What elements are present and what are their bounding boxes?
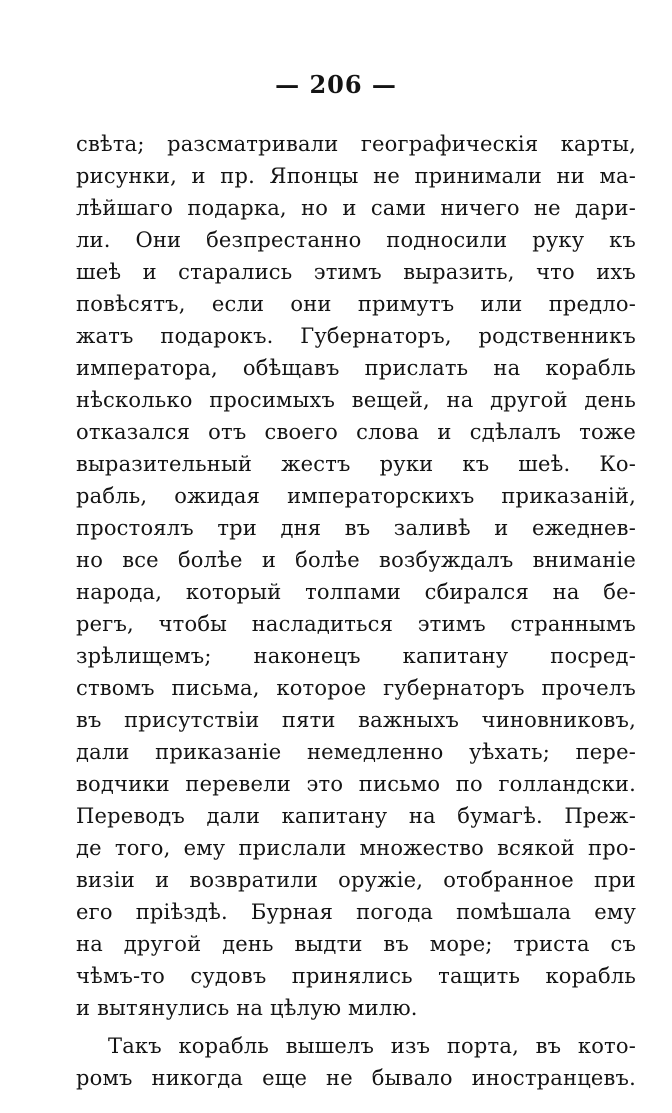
text-line: лѣйшаго подарка, но и сами ничего не дари- — [76, 196, 636, 220]
page-number: — 206 — — [275, 70, 397, 99]
text-line: ствомъ письма, которое губернаторъ прочелъ — [76, 676, 636, 700]
text-line: рабль, ожидая императорскихъ приказаній, — [76, 484, 636, 508]
text-line: отказался отъ своего слова и сдѣлалъ тоже — [76, 420, 636, 444]
text-line: водчики перевели это письмо по голландски. — [76, 772, 636, 796]
text-line: но все болѣе и болѣе возбуждалъ вниманіе — [76, 548, 636, 572]
text-line: жатъ подарокъ. Губернаторъ, родственникъ — [76, 324, 636, 348]
paragraph-2 — [76, 1030, 636, 1094]
text-line: выразительный жестъ руки къ шеѣ. Ко- — [76, 452, 636, 476]
text-line: рисунки, и пр. Японцы не принимали ни ма- — [76, 164, 636, 188]
text-line: регъ, чтобы насладиться этимъ страннымъ — [76, 612, 636, 636]
paragraph-1 — [76, 128, 636, 1024]
text-line: народа, который толпами сбирался на бе- — [76, 580, 636, 604]
text-line: зрѣлищемъ; наконецъ капитану посред- — [76, 644, 636, 668]
text-line: повѣсятъ, если они примутъ или предло- — [76, 292, 636, 316]
text-line: шеѣ и старались этимъ выразить, что ихъ — [76, 260, 636, 284]
text-line: де того, ему прислали множество всякой про- — [76, 836, 636, 860]
text-line: визіи и возвратили оружіе, отобранное при — [76, 868, 636, 892]
text-line: на другой день выдти въ море; триста съ — [76, 932, 636, 956]
text-line: нѣсколько просимыхъ вещей, на другой день — [76, 388, 636, 412]
body-text — [76, 128, 636, 1094]
text-line: дали приказаніе немедленно уѣхать; пере- — [76, 740, 636, 764]
text-line: простоялъ три дня въ заливѣ и ежеднев- — [76, 516, 636, 540]
text-line: свѣта; разсматривали географическія карты, — [76, 132, 636, 156]
text-line: въ присутствіи пяти важныхъ чиновниковъ, — [76, 708, 636, 732]
text-line: чѣмъ-то судовъ принялись тащить корабль — [76, 964, 636, 988]
text-line: Переводъ дали капитану на бумагѣ. Преж- — [76, 804, 636, 828]
text-line: императора, обѣщавъ прислать на корабль — [76, 356, 636, 380]
text-line: и вытянулись на цѣлую милю. — [76, 996, 418, 1020]
text-line: ромъ никогда еще не бывало иностранцевъ. — [76, 1066, 636, 1090]
text-line: ли. Они безпрестанно подносили руку къ — [76, 228, 636, 252]
text-line: его пріѣздѣ. Бурная погода помѣшала ему — [76, 900, 636, 924]
text-line: Такъ корабль вышелъ изъ порта, въ кото- — [108, 1034, 636, 1058]
